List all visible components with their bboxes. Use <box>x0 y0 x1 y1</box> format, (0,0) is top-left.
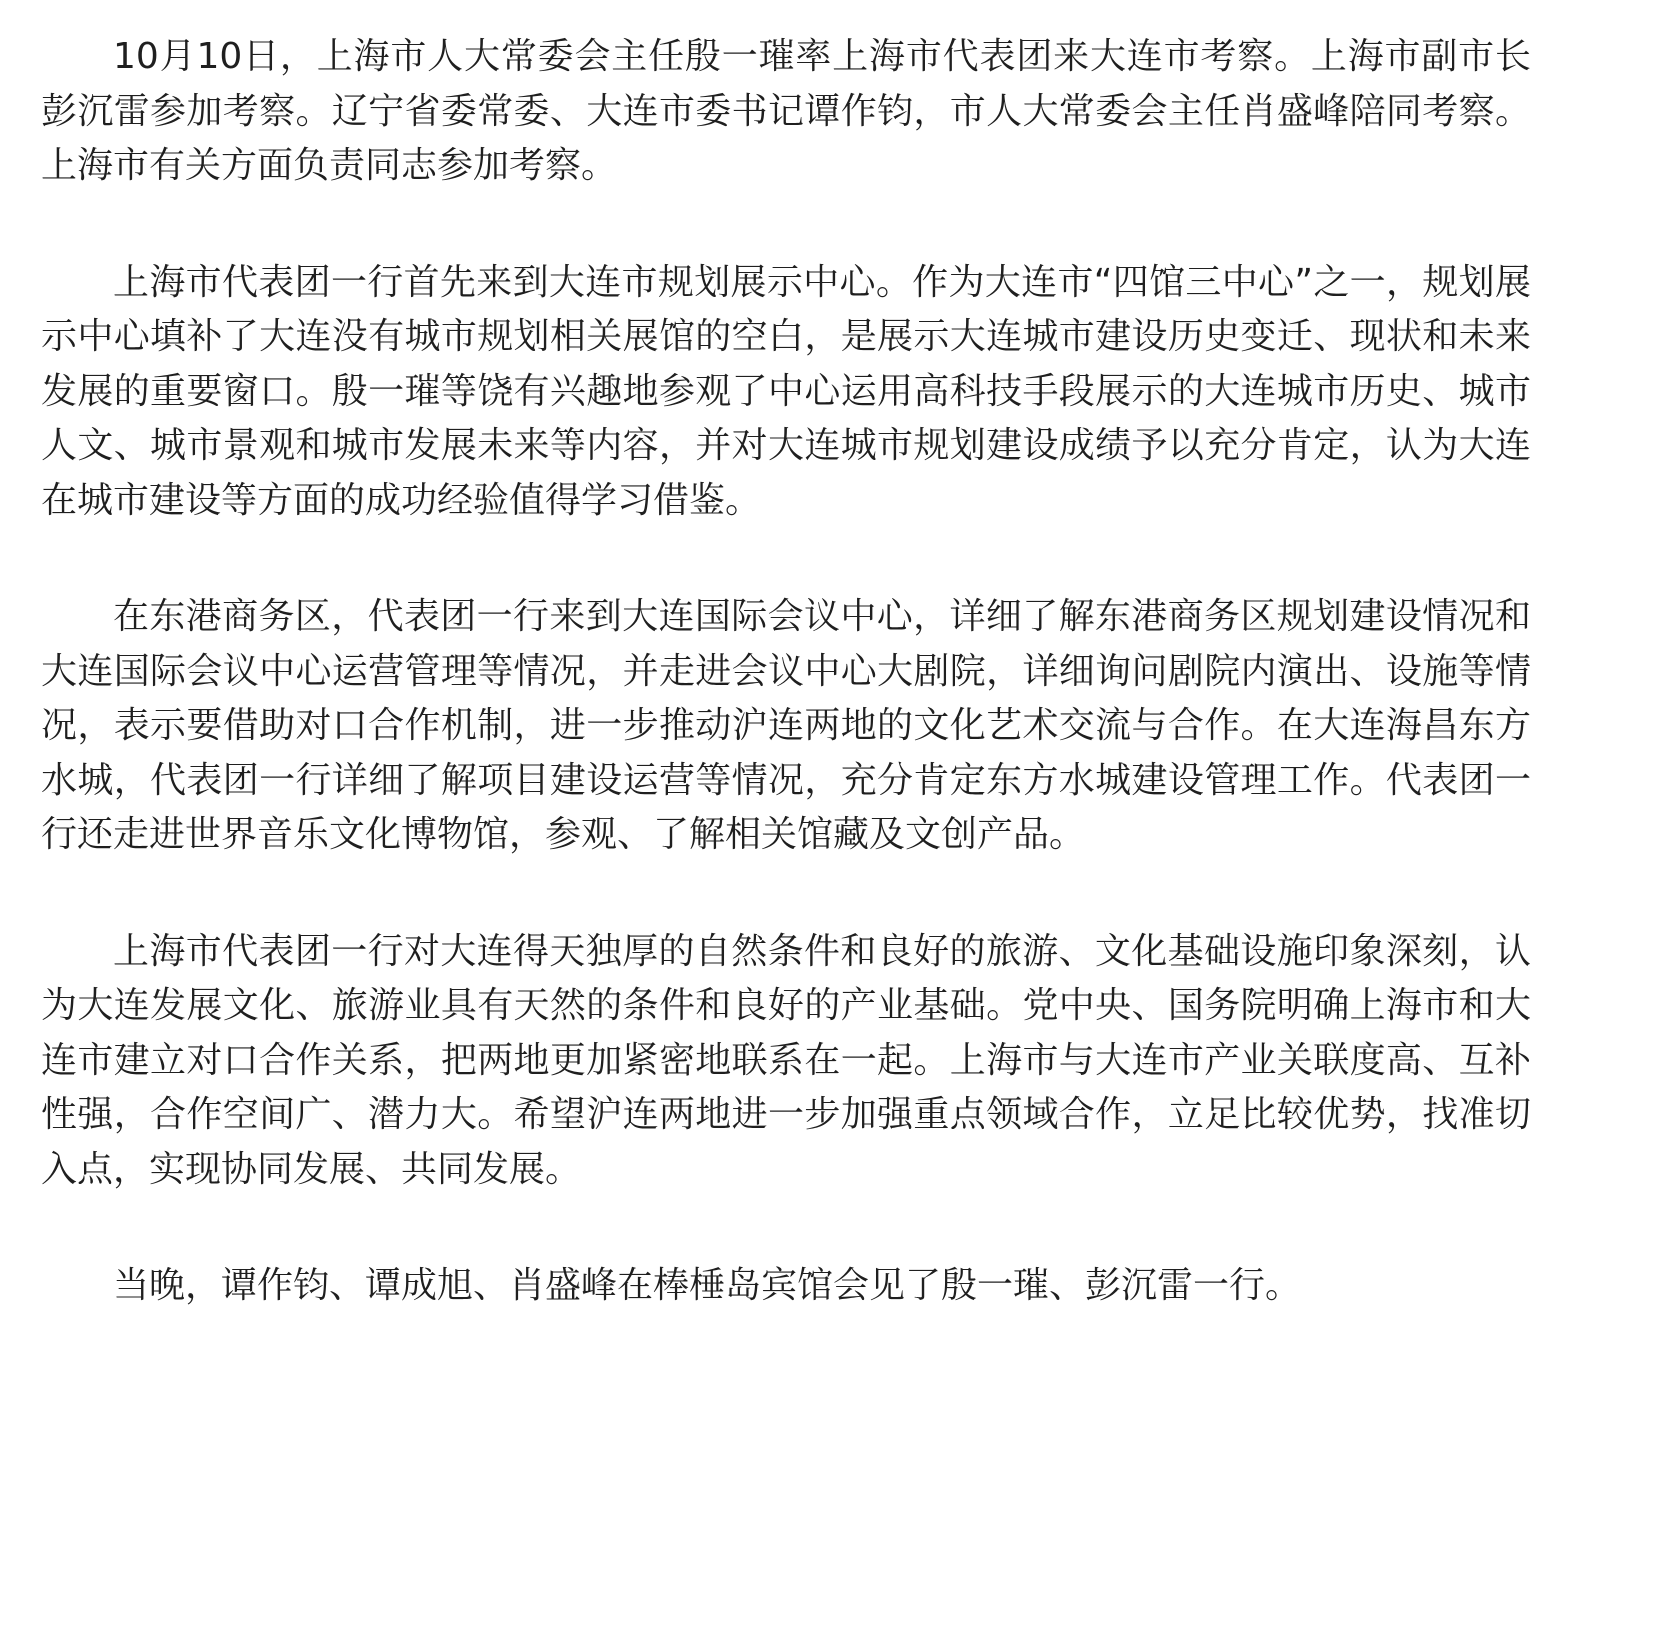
paragraph-3: 在东港商务区，代表团一行来到大连国际会议中心，详细了解东港商务区规划建设情况和大连国际会议中心运营管理等情况，并走进会议中心大剧院，详细询问剧院内演出、设施等情况，表示要借助对口合作机制，进一步推动沪连两地的文化艺术交流与合作。在大连海昌东方水城，代表团一行详细了解项目建设运营等情况，充分肯定东方水城建设管理工作。代表团一行还走进世界音乐文化博物馆，参观、了解相关馆藏及文创产品。 <box>41 596 1531 855</box>
paragraph-4: 上海市代表团一行对大连得天独厚的自然条件和良好的旅游、文化基础设施印象深刻，认为大连发展文化、旅游业具有天然的条件和良好的产业基础。党中央、国务院明确上海市和大连市建立对口合作关系，把两地更加紧密地联系在一起。上海市与大连市产业关联度高、互补性强，合作空间广、潜力大。希望沪连两地进一步加强重点领域合作，立足比较优势，找准切入点，实现协同发展、共同发展。 <box>41 930 1531 1190</box>
paragraph-1: 10月10日，上海市人大常委会主任殷一璀率上海市代表团来大连市考察。上海市副市长彭沉雷参加考察。辽宁省委常委、大连市委书记谭作钧，市人大常委会主任肖盛峰陪同考察。上海市有关方面负责同志参加考察。 <box>41 36 1531 186</box>
paragraph-5: 当晚，谭作钧、谭成旭、肖盛峰在棒棰岛宾馆会见了殷一璀、彭沉雷一行。 <box>113 1265 1302 1306</box>
paragraph-2: 上海市代表团一行首先来到大连市规划展示中心。作为大连市“四馆三中心”之一，规划展示中心填补了大连没有城市规划相关展馆的空白，是展示大连城市建设历史变迁、现状和未来发展的重要窗口。殷一璀等饶有兴趣地参观了中心运用高科技手段展示的大连城市历史、城市人文、城市景观和城市发展未来等内容，并对大连城市规划建设成绩予以充分肯定，认为大连在城市建设等方面的成功经验值得学习借鉴。 <box>41 261 1531 521</box>
article-body <box>41 30 1531 1314</box>
